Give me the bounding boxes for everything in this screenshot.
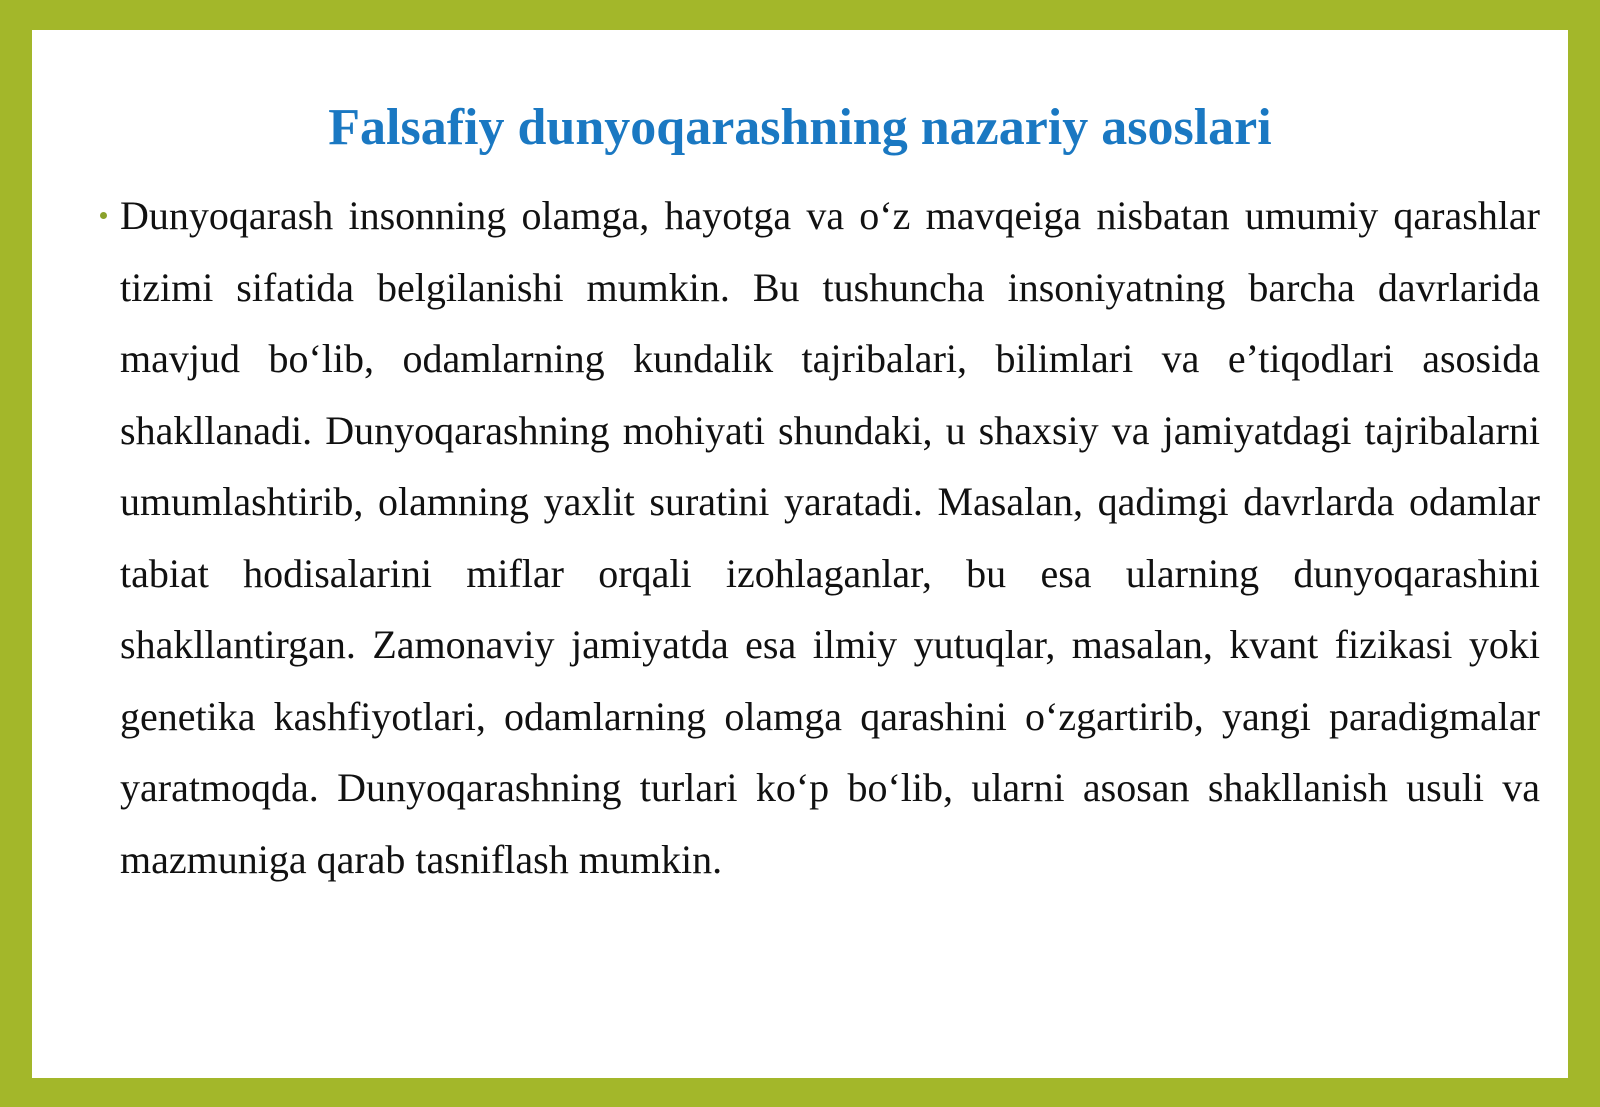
bullet-list [66,180,1540,895]
slide-canvas [32,30,1568,1078]
bullet-dot-icon [100,212,107,219]
bullet-text: Dunyoqarash insonning olamga, hayotga va o‘z mavqeiga nisbatan umumiy qarashlar tizimi sifatida belgilanishi mumkin. Bu tushuncha insoniyatning barcha davrlarida mavjud bo‘lib, odamlarning kundalik tajribalari, bilimlari va e’tiqodlari asosida shakllanadi. Dunyoqarashning mohiyati shundaki, u shaxsiy va jamiyatdagi tajribalarni umumlashtirib, olamning yaxlit suratini yaratadi. Masalan, qadimgi davrlarda odamlar tabiat hodisalarini miflar orqali izohlaganlar, bu esa ularning dunyoqarashini shakllantirgan. Zamonaviy jamiyatda esa ilmiy yutuqlar, masalan, kvant fizikasi yoki genetika kashfiyotlari, odamlarning olamga qarashini o‘zgartirib, yangi paradigmalar yaratmoqda. Dunyoqarashning turlari ko‘p bo‘lib, ularni asosan shakllanish usuli va mazmuniga qarab tasniflash mumkin. [120,193,1540,882]
bullet-item [66,180,1540,895]
slide-title: Falsafiy dunyoqarashning nazariy asoslari [328,99,1272,156]
